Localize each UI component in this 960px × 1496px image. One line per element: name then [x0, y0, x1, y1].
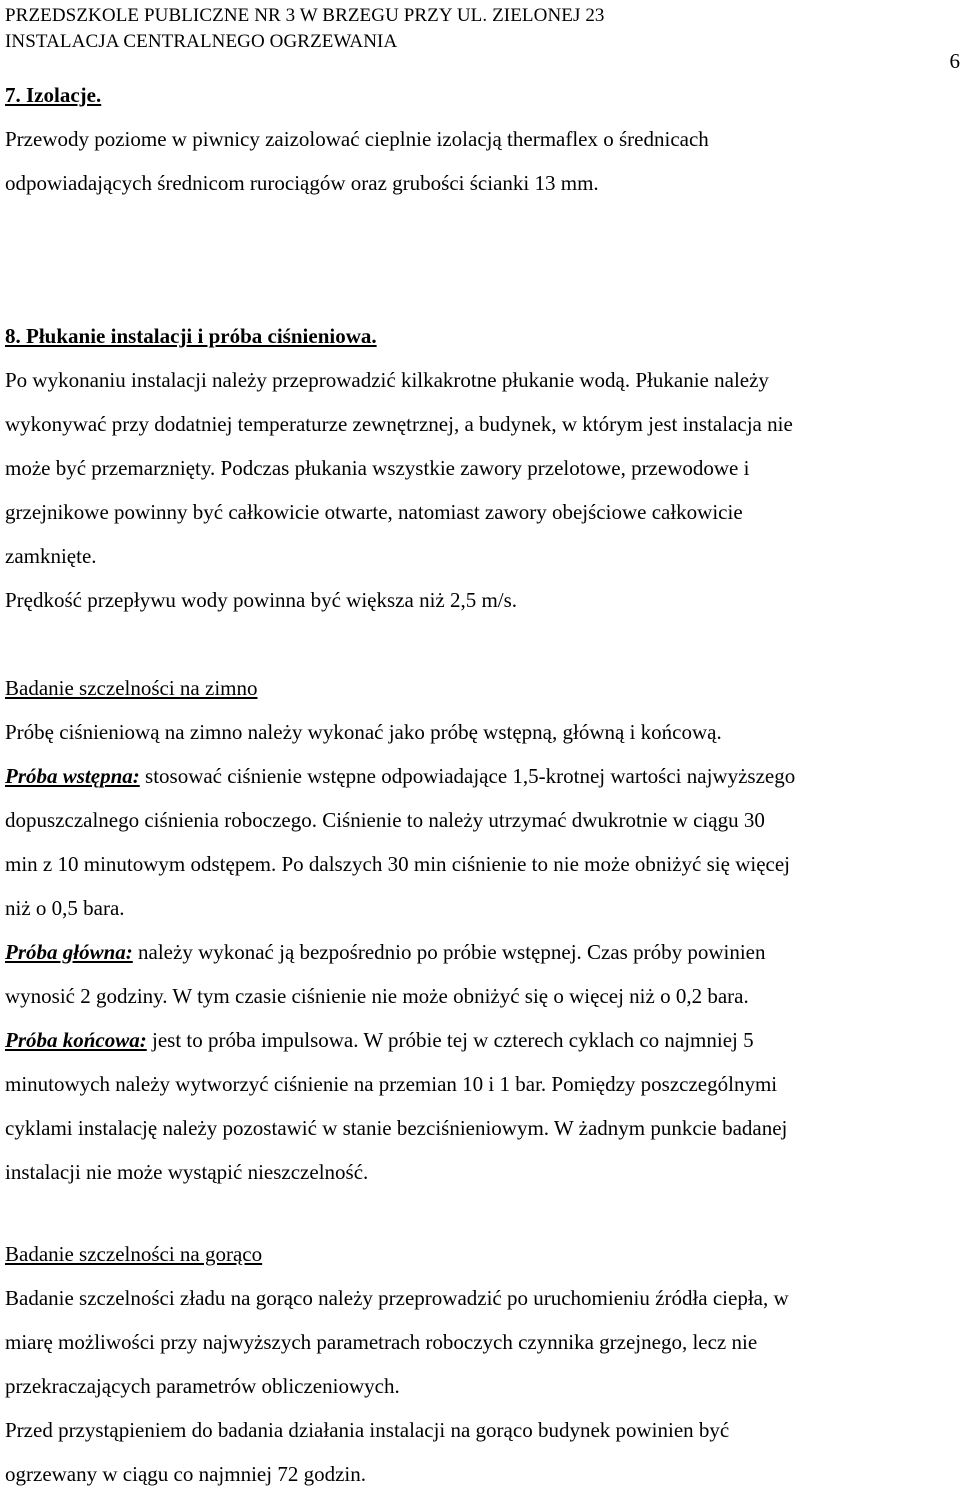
hot-test-heading: Badanie szczelności na gorąco	[5, 1232, 955, 1276]
section-7	[5, 73, 955, 205]
section-8-heading: 8. Płukanie instalacji i próba ciśnieniowa.	[5, 314, 955, 358]
hot-test-line: przekraczających parametrów obliczeniowych.	[5, 1364, 955, 1408]
section-7-heading: 7. Izolacje.	[5, 73, 955, 117]
section-8-line: Po wykonaniu instalacji należy przeprowadzić kilkakrotne płukanie wodą. Płukanie należy	[5, 358, 955, 402]
hot-test-line: ogrzewany w ciągu co najmniej 72 godzin.	[5, 1452, 955, 1496]
final-test-text: jest to próba impulsowa. W próbie tej w czterech cyklach co najmniej 5	[147, 1028, 754, 1052]
section-8-line: wykonywać przy dodatniej temperaturze zewnętrznej, a budynek, w którym jest instalacja nie	[5, 402, 955, 446]
cold-test-intro: Próbę ciśnieniową na zimno należy wykonać jako próbę wstępną, główną i końcową.	[5, 710, 955, 754]
hot-test-line: Badanie szczelności zładu na gorąco należy przeprowadzić po uruchomieniu źródła ciepła, w	[5, 1276, 955, 1320]
main-test-line	[5, 930, 955, 974]
section-8-line: Prędkość przepływu wody powinna być większa niż 2,5 m/s.	[5, 578, 955, 622]
preliminary-test-text: stosować ciśnienie wstępne odpowiadające 1,5-krotnej wartości najwyższego	[140, 764, 795, 788]
cold-test-section	[5, 666, 955, 1194]
final-test-line: minutowych należy wytworzyć ciśnienie na przemian 10 i 1 bar. Pomiędzy poszczególnymi	[5, 1062, 955, 1106]
header-line-1: PRZEDSZKOLE PUBLICZNE NR 3 W BRZEGU PRZY UL. ZIELONEJ 23	[5, 3, 605, 29]
hot-test-line: Przed przystąpieniem do badania działania instalacji na gorąco budynek powinien być	[5, 1408, 955, 1452]
preliminary-test-label: Próba wstępna:	[5, 764, 140, 788]
main-test-label: Próba główna:	[5, 940, 133, 964]
section-8-line: może być przemarznięty. Podczas płukania wszystkie zawory przelotowe, przewodowe i	[5, 446, 955, 490]
main-test-line: wynosić 2 godziny. W tym czasie ciśnienie nie może obniżyć się o więcej niż o 0,2 bara.	[5, 974, 955, 1018]
hot-test-section	[5, 1232, 955, 1496]
final-test-label: Próba końcowa:	[5, 1028, 147, 1052]
section-8-line: zamknięte.	[5, 534, 955, 578]
preliminary-test-line: niż o 0,5 bara.	[5, 886, 955, 930]
preliminary-test-line: dopuszczalnego ciśnienia roboczego. Ciśnienie to należy utrzymać dwukrotnie w ciągu 30	[5, 798, 955, 842]
document-header	[5, 3, 605, 55]
section-7-line: Przewody poziome w piwnicy zaizolować cieplnie izolacją thermaflex o średnicach	[5, 117, 955, 161]
main-test-text: należy wykonać ją bezpośrednio po próbie wstępnej. Czas próby powinien	[133, 940, 766, 964]
final-test-line	[5, 1018, 955, 1062]
final-test-line: instalacji nie może wystąpić nieszczelność.	[5, 1150, 955, 1194]
page-number: 6	[950, 48, 960, 74]
header-line-2: INSTALACJA CENTRALNEGO OGRZEWANIA	[5, 29, 605, 55]
section-8-line: grzejnikowe powinny być całkowicie otwarte, natomiast zawory obejściowe całkowicie	[5, 490, 955, 534]
section-8	[5, 314, 955, 622]
cold-test-heading: Badanie szczelności na zimno	[5, 666, 955, 710]
preliminary-test-line	[5, 754, 955, 798]
section-7-line: odpowiadających średnicom rurociągów oraz grubości ścianki 13 mm.	[5, 161, 955, 205]
preliminary-test-line: min z 10 minutowym odstępem. Po dalszych 30 min ciśnienie to nie może obniżyć się więcej	[5, 842, 955, 886]
hot-test-line: miarę możliwości przy najwyższych parametrach roboczych czynnika grzejnego, lecz nie	[5, 1320, 955, 1364]
final-test-line: cyklami instalację należy pozostawić w stanie bezciśnieniowym. W żadnym punkcie badanej	[5, 1106, 955, 1150]
